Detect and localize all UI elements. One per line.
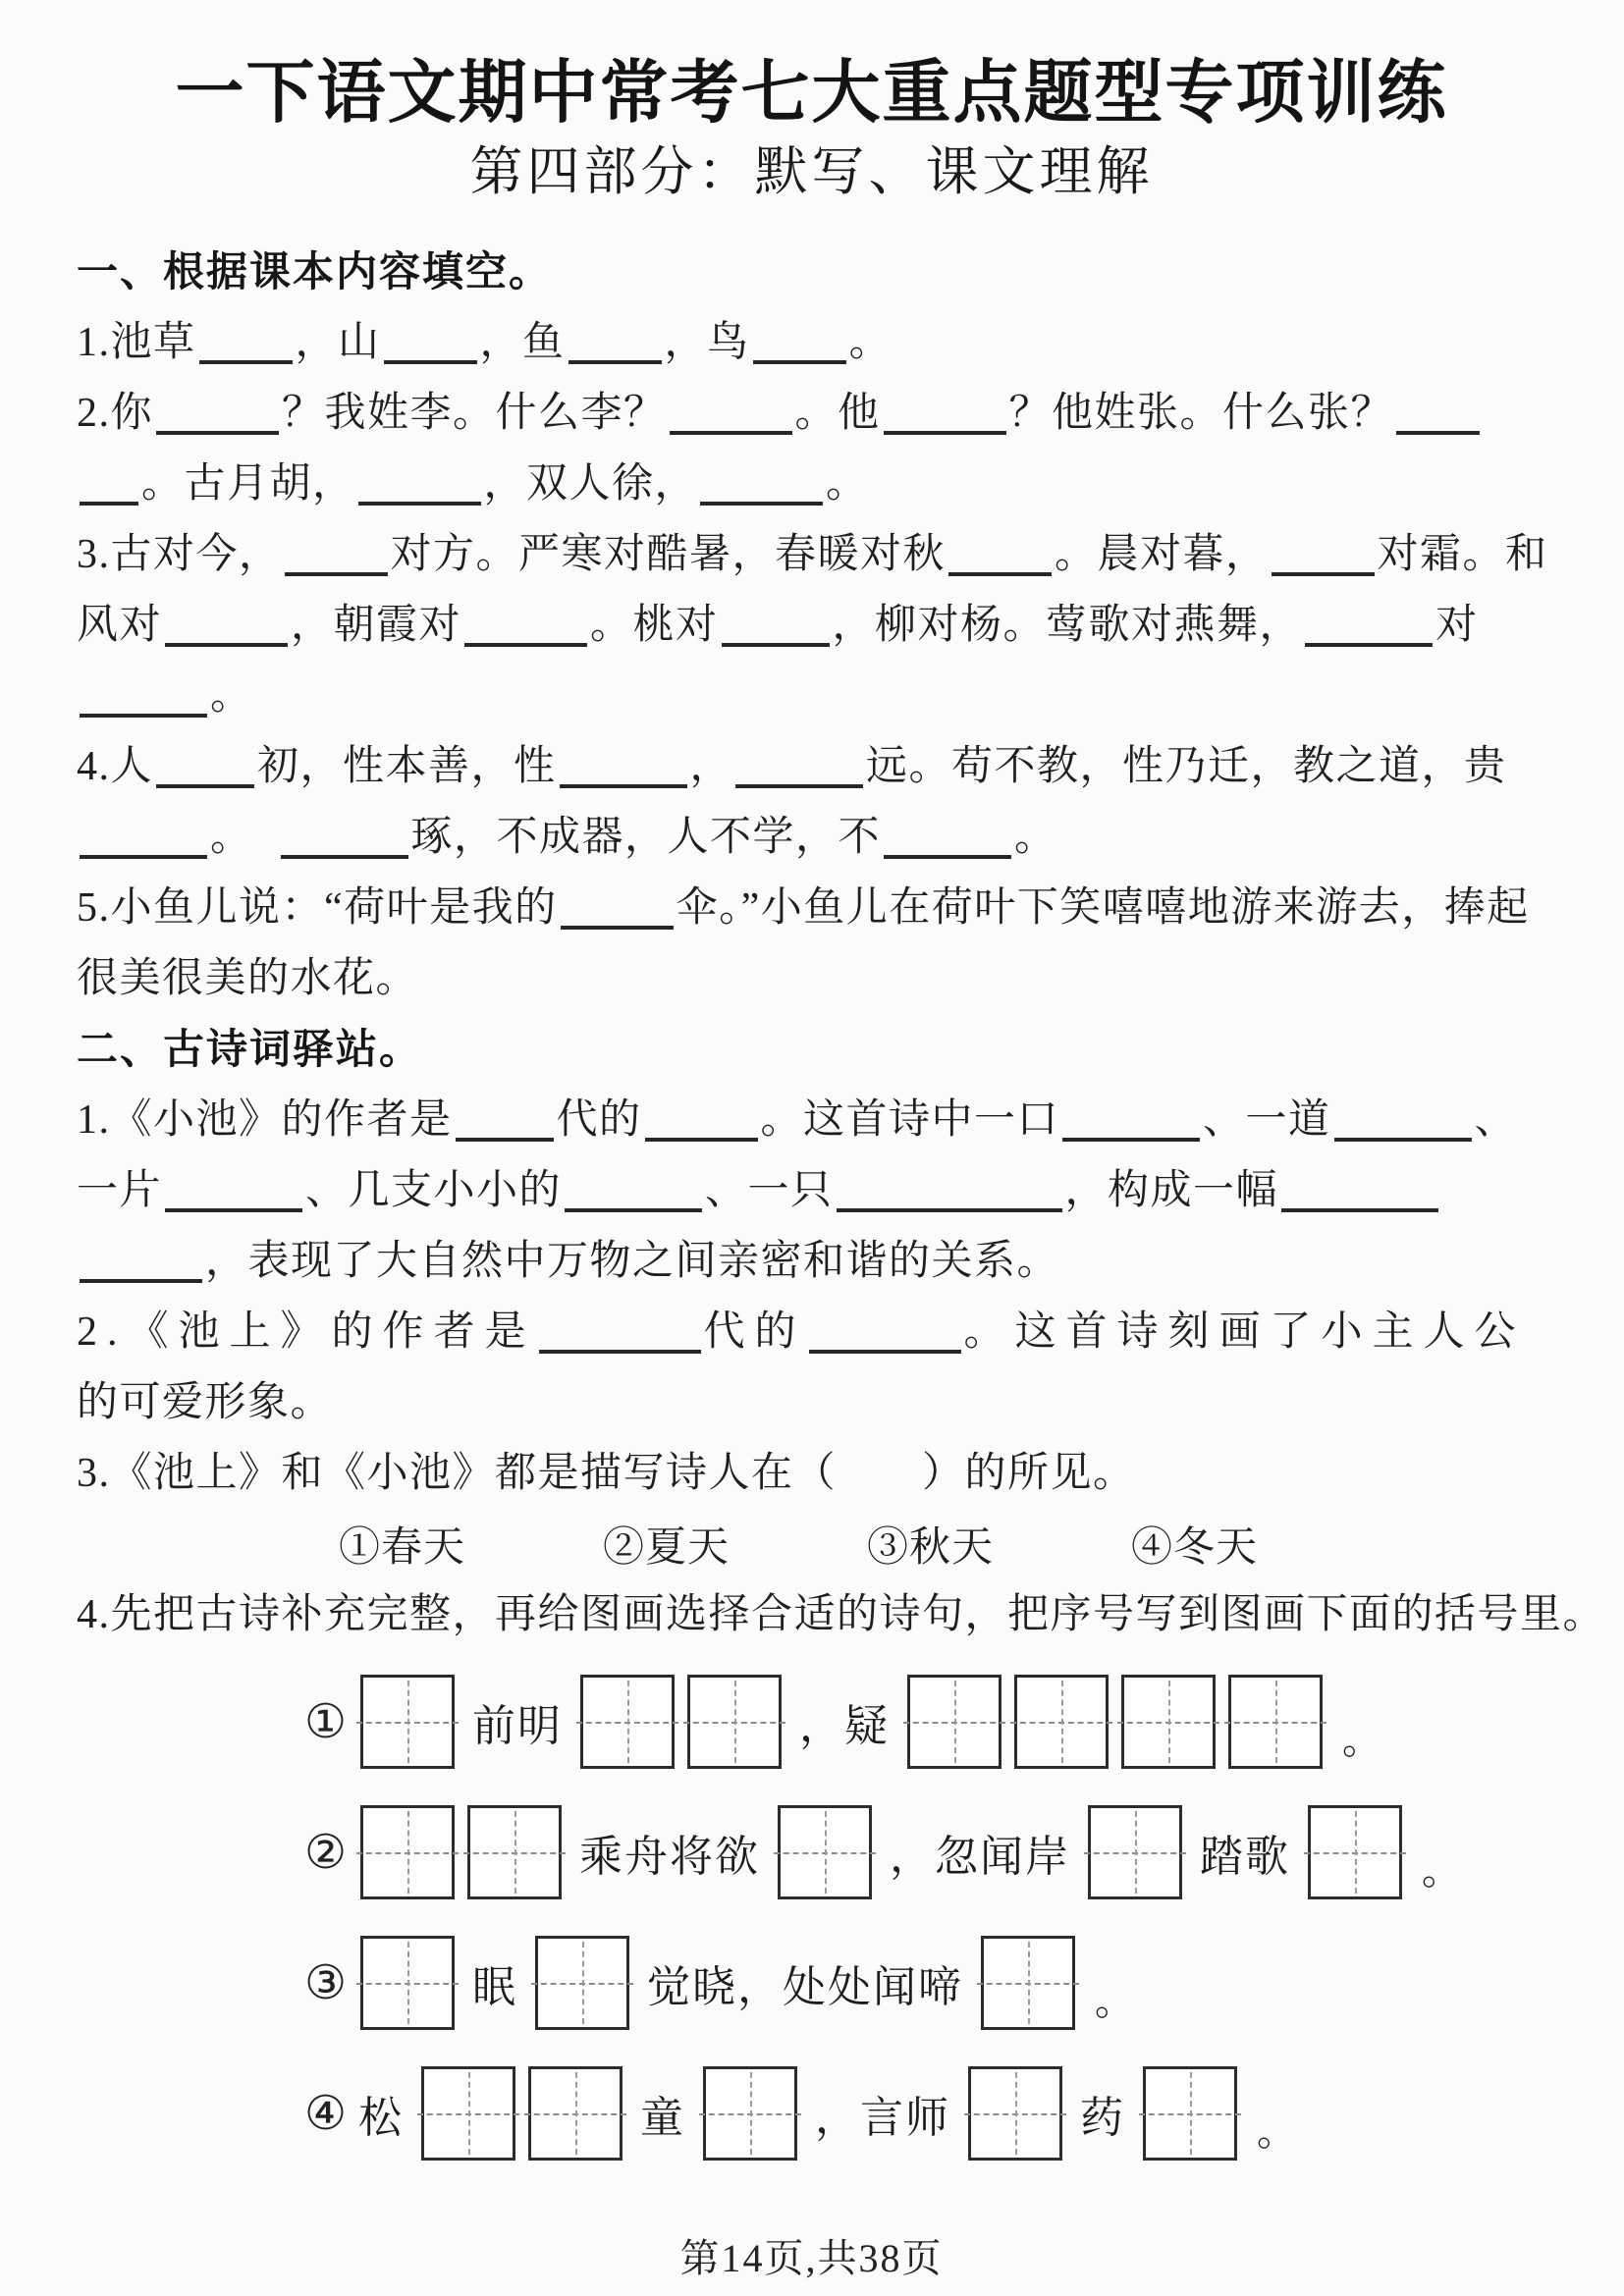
line-text: 4.人 (77, 744, 154, 790)
fill-in-blank-line (281, 855, 408, 859)
worksheet-body (77, 237, 1606, 2178)
line-text: 5.小鱼儿说：“荷叶是我的 (77, 885, 558, 932)
line-text: 2.你 (77, 391, 154, 437)
line-text: 。 (1014, 815, 1057, 861)
line-text: 。 (210, 673, 253, 720)
writing-grid-group (981, 1936, 1075, 2030)
writing-grid-group (1308, 1805, 1402, 1899)
section-heading: 一、根据课本内容填空。 (77, 248, 553, 295)
page-footer: 第14页,共38页 (679, 2236, 944, 2281)
page-subtitle: 第四部分：默写、课文理解 (469, 141, 1154, 201)
choice-option: ①春天 (339, 1525, 466, 1572)
writing-grid-group (360, 1936, 455, 2030)
poem-grid-row (77, 1787, 1546, 1917)
fill-in-blank-line (1334, 1138, 1472, 1142)
line-text: 。晨对暮， (1055, 532, 1269, 578)
fill-in-blank-line (199, 360, 293, 364)
line-text: 。桃对 (590, 603, 719, 649)
line-text: 对 (1435, 603, 1479, 649)
worksheet-text-line (77, 1226, 1546, 1297)
fill-in-blank-line (80, 855, 207, 859)
page-title: 一下语文期中常考七大重点题型专项训练 (175, 54, 1448, 131)
writing-grid-box (981, 1936, 1075, 2030)
writing-grid-group (580, 1675, 782, 1769)
line-text: 。 (848, 320, 893, 366)
line-text: 2.《池上》的作者是 (77, 1309, 536, 1356)
fill-in-blank-line (80, 1279, 202, 1283)
fill-in-blank-line (165, 1208, 302, 1212)
worksheet-text-line (77, 1085, 1546, 1155)
fill-in-blank-line (722, 643, 830, 647)
line-text: ，表现了大自然中万物之间亲密和谐的关系。 (205, 1239, 1060, 1285)
line-text: 。这首诗刻画了小主人公 (963, 1309, 1526, 1356)
line-text: 、几支小小的 (305, 1168, 563, 1214)
grid-row-text: 。 (1422, 1848, 1464, 1894)
writing-grid-box (1308, 1805, 1402, 1899)
line-text: 、 (1474, 1097, 1518, 1144)
line-text: 一片 (77, 1168, 163, 1214)
fill-in-blank-line (700, 502, 823, 506)
writing-grid-box (1228, 1675, 1323, 1769)
fill-in-blank-line (156, 784, 254, 788)
worksheet-text-line (77, 307, 1546, 378)
line-text: ，山 (295, 320, 381, 366)
fill-in-blank-line (1281, 1208, 1438, 1212)
writing-grid-box (467, 1805, 562, 1899)
writing-grid-box (968, 2066, 1062, 2161)
line-text: 。他 (794, 391, 881, 437)
line-text: 很美很美的水花。 (77, 956, 419, 1002)
fill-in-blank-line (1272, 572, 1375, 576)
line-text: 。 (826, 461, 869, 507)
grid-row-text: 药 (1080, 2093, 1126, 2142)
writing-grid-box (687, 1675, 782, 1769)
fill-in-blank-line (884, 855, 1011, 859)
worksheet-text-line (77, 943, 1546, 1014)
worksheet-text-line (77, 873, 1546, 943)
choice-option: ②夏天 (603, 1525, 731, 1572)
poem-grid-row (77, 1917, 1546, 2048)
line-text: ，构成一幅 (1064, 1168, 1279, 1214)
writing-grid-box (907, 1675, 1001, 1769)
line-text: ，柳对杨。莺歌对燕舞， (832, 603, 1303, 649)
circled-item-number: ③ (304, 1956, 350, 2009)
fill-in-blank-line (884, 431, 1006, 435)
line-text: 伞。”小鱼儿在荷叶下笑嘻嘻地游来游去，捧起 (676, 885, 1530, 932)
choice-option: ③秋天 (867, 1525, 995, 1572)
fill-in-blank-line (1305, 643, 1433, 647)
grid-row-text: ，言师 (815, 2093, 951, 2142)
fill-in-blank-line (384, 360, 477, 364)
fill-in-blank-line (165, 643, 288, 647)
writing-grid-group (1143, 2066, 1237, 2161)
line-text: 3.《池上》和《小池》都是描写诗人在（ ）的所见。 (77, 1451, 1136, 1497)
grid-row-text: 。 (1257, 2109, 1299, 2155)
line-text: 。 (210, 815, 253, 861)
grid-row-text: ，疑 (799, 1701, 891, 1750)
writing-grid-group (360, 1805, 562, 1899)
line-text: 代的 (703, 1309, 806, 1356)
line-text: 1.池草 (77, 320, 196, 366)
writing-grid-group (421, 2066, 623, 2161)
inline-spacer (253, 849, 278, 850)
fill-in-blank-line (565, 1208, 702, 1212)
writing-grid-group (907, 1675, 1323, 1769)
writing-grid-box (360, 1936, 455, 2030)
fill-in-blank-line (539, 1350, 701, 1354)
grid-row-text: 。 (1342, 1718, 1384, 1763)
line-text: 3.古对今， (77, 532, 282, 578)
grid-row-text: ，忽闻岸 (890, 1832, 1071, 1881)
fill-in-blank-line (645, 1138, 758, 1142)
line-text: ？他姓张。什么张？ (1008, 391, 1394, 437)
writing-grid-box (1088, 1805, 1182, 1899)
worksheet-text-line (77, 1297, 1546, 1367)
fill-in-blank-line (809, 1350, 961, 1354)
fill-in-blank-line (568, 360, 662, 364)
circled-item-number: ② (304, 1826, 350, 1879)
fill-in-blank-line (156, 431, 279, 435)
fill-in-blank-line (80, 714, 207, 718)
grid-row-text: 童 (640, 2093, 686, 2142)
line-text: 、一道 (1203, 1097, 1331, 1144)
writing-grid-box (580, 1675, 675, 1769)
worksheet-text-line (77, 661, 1546, 731)
grid-row-text: 觉晓，处处闻啼 (647, 1962, 964, 2011)
worksheet-text-line (77, 519, 1546, 590)
writing-grid-group (778, 1805, 872, 1899)
fill-in-blank-line (80, 502, 138, 506)
worksheet-text-line (77, 1438, 1546, 1509)
writing-grid-box (1121, 1675, 1216, 1769)
fill-in-blank-line (837, 1208, 1062, 1212)
writing-grid-box (778, 1805, 872, 1899)
writing-grid-group (535, 1936, 629, 2030)
grid-row-text: 松 (358, 2093, 405, 2142)
line-text: ，双人徐， (483, 461, 698, 507)
writing-grid-box (360, 1805, 455, 1899)
writing-grid-box (703, 2066, 797, 2161)
poem-grid-section (77, 1656, 1546, 2178)
writing-grid-group (360, 1675, 455, 1769)
fill-in-blank-line (948, 572, 1052, 576)
line-text: 琢，不成器，人不学，不 (410, 815, 882, 861)
choice-options-row (77, 1509, 1546, 1579)
circled-item-number: ① (304, 1695, 350, 1748)
fill-in-blank-line (358, 502, 481, 506)
line-text: 远。苟不教，性乃迁，教之道，贵 (866, 744, 1507, 790)
section-heading: 二、古诗词驿站。 (77, 1026, 423, 1073)
worksheet-text-line (77, 378, 1546, 449)
choice-option: ④冬天 (1131, 1525, 1259, 1572)
writing-grid-box (421, 2066, 515, 2161)
line-text: 代的 (556, 1097, 642, 1144)
line-text: ， (689, 744, 733, 790)
worksheet-text-line (77, 449, 1546, 519)
worksheet-text-line (77, 1367, 1546, 1438)
line-text: ？我姓李。什么李？ (282, 391, 667, 437)
writing-grid-group (1088, 1805, 1182, 1899)
grid-row-text: 眠 (472, 1962, 518, 2011)
line-text: 。这首诗中一口 (760, 1097, 1060, 1144)
line-text: ，朝霞对 (291, 603, 462, 649)
writing-grid-box (1014, 1675, 1109, 1769)
circled-item-number: ④ (304, 2087, 350, 2140)
line-text: ，鱼 (479, 320, 566, 366)
line-text: 4.先把古诗补充完整，再给图画选择合适的诗句，把序号写到图画下面的括号里。 (77, 1592, 1606, 1638)
fill-in-blank-line (456, 1138, 554, 1142)
line-text: 。古月胡， (141, 461, 355, 507)
worksheet-text-line (77, 731, 1546, 802)
writing-grid-box (1143, 2066, 1237, 2161)
fill-in-blank-line (1062, 1138, 1200, 1142)
worksheet-text-line (77, 590, 1546, 661)
grid-row-text: 踏歌 (1200, 1832, 1291, 1881)
poem-grid-row (77, 2048, 1546, 2178)
worksheet-text-line (77, 802, 1546, 873)
line-text: ，鸟 (664, 320, 750, 366)
line-text: 、一只 (705, 1168, 834, 1214)
fill-in-blank-line (1396, 431, 1480, 435)
line-text: 风对 (77, 603, 163, 649)
writing-grid-group (968, 2066, 1062, 2161)
fill-in-blank-line (285, 572, 388, 576)
grid-row-text: 。 (1095, 1979, 1137, 2024)
fill-in-blank-line (670, 431, 792, 435)
fill-in-blank-line (560, 784, 687, 788)
line-text: 的可爱形象。 (77, 1380, 334, 1426)
writing-grid-box (535, 1936, 629, 2030)
fill-in-blank-line (464, 643, 587, 647)
fill-in-blank-line (753, 360, 846, 364)
line-text: 对方。严寒对酷暑，春暖对秋 (390, 532, 947, 578)
writing-grid-box (528, 2066, 623, 2161)
writing-grid-box (360, 1675, 455, 1769)
writing-grid-group (703, 2066, 797, 2161)
line-text: 1.《小池》的作者是 (77, 1097, 453, 1144)
grid-row-text: 乘舟将欲 (579, 1832, 761, 1881)
line-text: 初，性本善，性 (257, 744, 557, 790)
worksheet-text-line (77, 1579, 1606, 1650)
line-text: 对霜。和 (1377, 532, 1548, 578)
fill-in-blank-line (735, 784, 863, 788)
fill-in-blank-line (561, 926, 674, 930)
poem-grid-row (77, 1656, 1546, 1787)
grid-row-text: 前明 (472, 1701, 564, 1750)
worksheet-text-line (77, 1155, 1546, 1226)
